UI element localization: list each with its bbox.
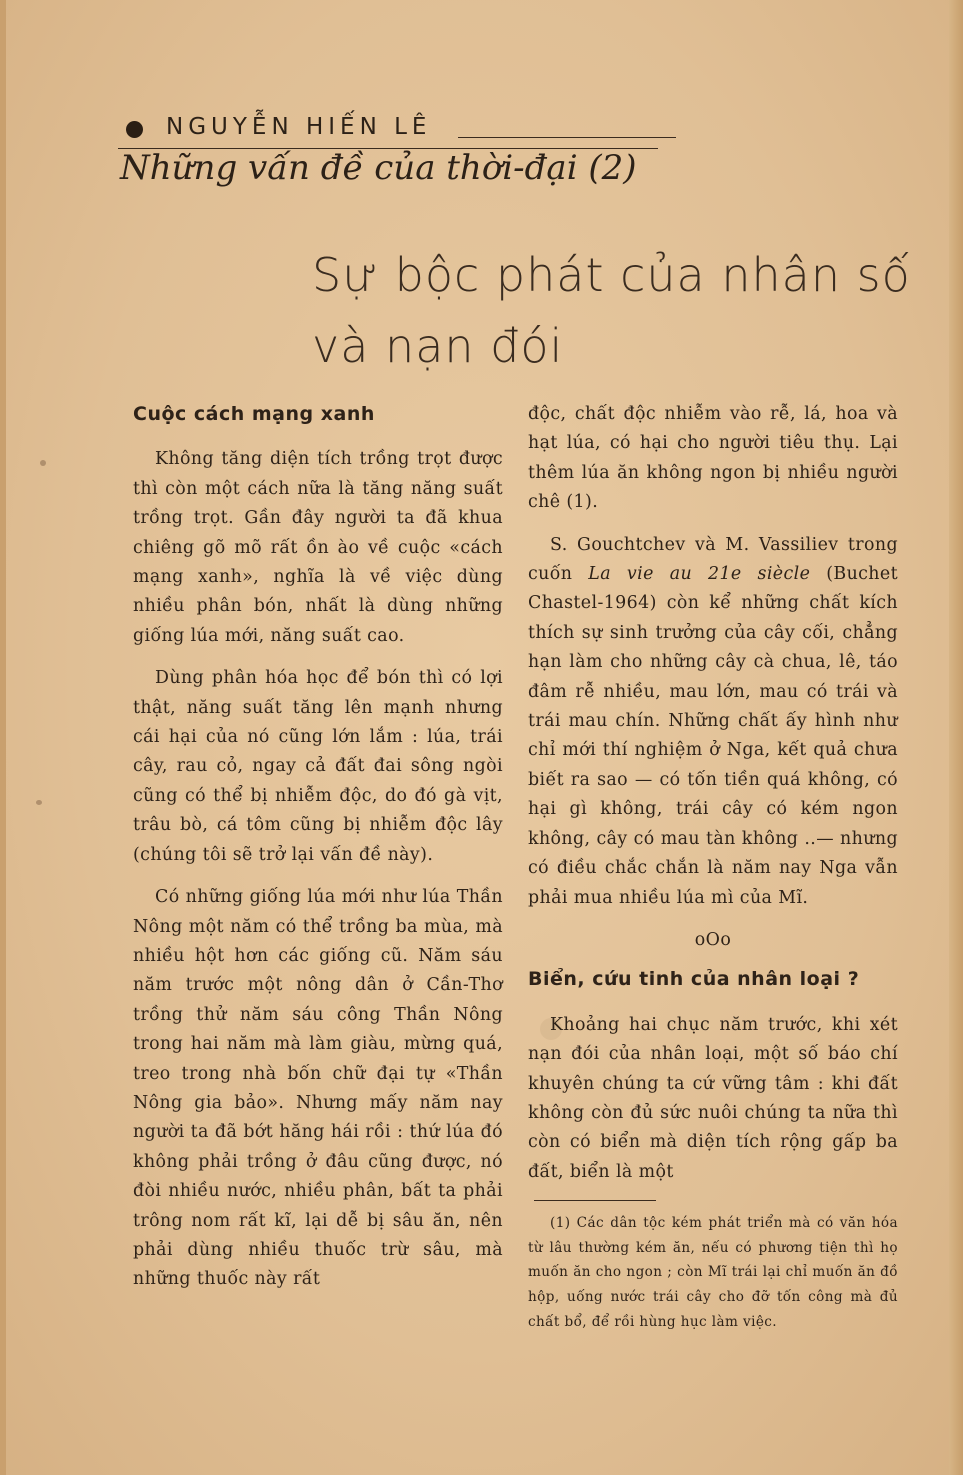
section-heading-green-revolution: Cuộc cách mạng xanh (133, 403, 375, 425)
paragraph-text: S. Gouchtchev và M. Vassiliev trong cuốn (528, 534, 898, 585)
paragraph: Dùng phân hóa học để bón thì có lợi thật, năng suất tăng lên mạnh nhưng cái hại của nó cũng lớn lắm : lúa, trái cây, rau cỏ, ngay cả đất đai sông ngòi cũng có thể bị nhiễm độc, do đó gà vịt, trâu bò, cá tôm cũng bị nhiễm độc lây (chúng tôi sẽ trở lại vấn đề này). (133, 668, 503, 865)
page-edge-left (0, 0, 6, 1475)
book-title: La vie au 21e siècle (588, 564, 811, 585)
paragraph-continuation: độc, chất độc nhiễm vào rễ, lá, hoa và hạt lúa, có hại cho người tiêu thụ. Lại thêm lúa ăn không ngon bị nhiều người chê (1). (528, 404, 898, 513)
author-name: NGUYỄN HIẾN LÊ (166, 114, 432, 140)
author-byline (126, 112, 676, 146)
left-column (133, 400, 503, 1308)
page-edge-right (949, 0, 963, 1475)
section-heading-sea: Biển, cứu tinh của nhân loại ? (528, 968, 860, 991)
footnote-rule (534, 1200, 656, 1201)
paper-speck (36, 800, 42, 805)
article-title-line-1: Sự bộc phát của nhân số (312, 248, 911, 302)
paper-speck (40, 460, 46, 466)
bullet-icon (126, 121, 143, 138)
section-separator: oOo (694, 929, 732, 950)
series-title: Những vấn đề của thời-đại (2) (120, 148, 637, 188)
right-column (528, 400, 898, 1347)
byline-rule (458, 137, 676, 138)
article-title-line-2: và nạn đói (312, 319, 564, 373)
paragraph: Khoảng hai chục năm trước, khi xét nạn đói của nhân loại, một số báo chí khuyên chúng ta cứ vững tâm : khi đất không còn đủ sức nuôi chúng ta nữa thì còn có biển mà diện tích rộng gấp ba đất, biển là một (528, 1014, 898, 1182)
article-title (312, 240, 932, 382)
paragraph (528, 531, 898, 913)
footnote: (1) Các dân tộc kém phát triển mà có văn hóa từ lâu thường kém ăn, nếu có phương tiện thì họ muốn ăn cho ngon ; còn Mĩ trái lại chỉ muốn ăn đồ hộp, uống nước trái cây cho đỡ tốn công mà đủ chất bổ, để rồi hùng hục làm việc. (528, 1215, 898, 1330)
paragraph: Không tăng diện tích trồng trọt được thì còn một cách nữa là tăng năng suất trồng trọt. Gần đây người ta đã khua chiêng gõ mõ rất ồn ào về cuộc «cách mạng xanh», nghĩa là về việc dùng nhiều phân bón, nhất là dùng những giống lúa mới, năng suất cao. (133, 449, 503, 646)
paragraph-text: (Buchet Chastel-1964) còn kể những chất kích thích sự sinh trưởng của cây cối, chẳng hạn làm cho những cây cà chua, lê, táo đâm rễ nhiều, mau lớn, mau có trái và trái mau chín. Những chất ấy hình như chỉ mới thí nghiệm ở Nga, kết quả chưa biết ra sao — có tốn tiền quá không, có hại gì không, trái cây có kém ngon không, cây có mau tàn không ..— nhưng có điều chắc chắn là năm nay Nga vẫn phải mua nhiều lúa mì của Mĩ. (528, 564, 898, 908)
paragraph: Có những giống lúa mới như lúa Thần Nông một năm có thể trồng ba mùa, mà nhiều hột hơn các giống cũ. Năm sáu năm trước một nông dân ở Cần-Thơ trồng thử năm sáu công Thần Nông trong hai năm mà làm giàu, mừng quá, treo trong nhà bốn chữ đại tự «Thần Nông gia bảo». Nhưng mấy năm nay người ta đã bớt hăng hái rồi : thứ lúa đó không phải trồng ở đâu cũng được, nó đòi nhiều nước, nhiều phân, bất ta phải trông nom rất kĩ, lại dễ bị sâu ăn, nên phải dùng nhiều thuốc trừ sâu, mà những thuốc này rất (133, 887, 503, 1290)
